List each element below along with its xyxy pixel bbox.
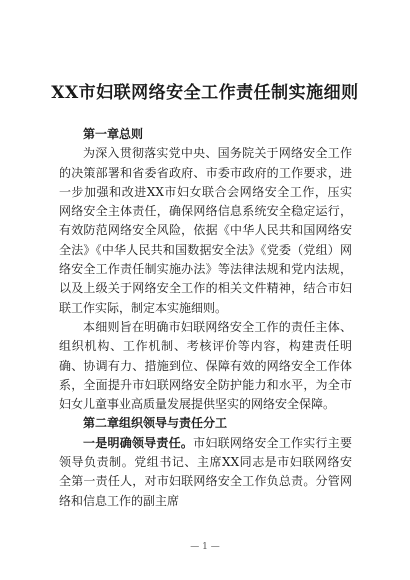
chapter-1-heading: 第一章总则: [83, 127, 144, 141]
chapter-1-paragraph-1: 为深入贯彻落实党中央、国务院关于网络安全工作的决策部署和省委省政府、市委市政府的工作要求，进一步加强和改进XX市妇女联合会网络安全工作，压实网络安全主体责任，确保网络信息系统安全稳定运行，有效防范网络安全风险，依据《中华人民共和国网络安全法》《中华人民共和国数据安全法》《党委（党组）网络安全工作责任制实施办法》等法律法规和党内法规，以及上级关于网络安全工作的相关文件精神，结合市妇联工作实际，制定本实施细则。: [59, 146, 352, 315]
chapter-2-heading: 第二章组织领导与责任分工: [83, 416, 228, 431]
document-body: [59, 125, 352, 511]
page-number: — 1 —: [190, 542, 220, 552]
document-title: XX市妇联网络安全工作责任制实施细则: [51, 83, 359, 103]
chapter-2-item-1-text: 市妇联网络安全工作实行主要领导负责制。党组书记、主席XX同志是市妇联网络安全第一责任人，对市妇联网络安全工作负总责。分管网络和信息工作的副主席: [59, 435, 352, 508]
chapter-2-item-1: [59, 434, 352, 511]
chapter-1-paragraph-2: 本细则旨在明确市妇联网络安全工作的责任主体、组织机构、工作机制、考核评价等内容，构建责任明确、协调有力、措施到位、保障有效的网络安全工作体系，全面提升市妇联网络安全防护能力和水平，为全市妇女儿童事业高质量发展提供坚实的网络安全保障。: [59, 319, 352, 412]
chapter-2-item-1-lead: 一是明确领导责任。: [83, 435, 194, 450]
